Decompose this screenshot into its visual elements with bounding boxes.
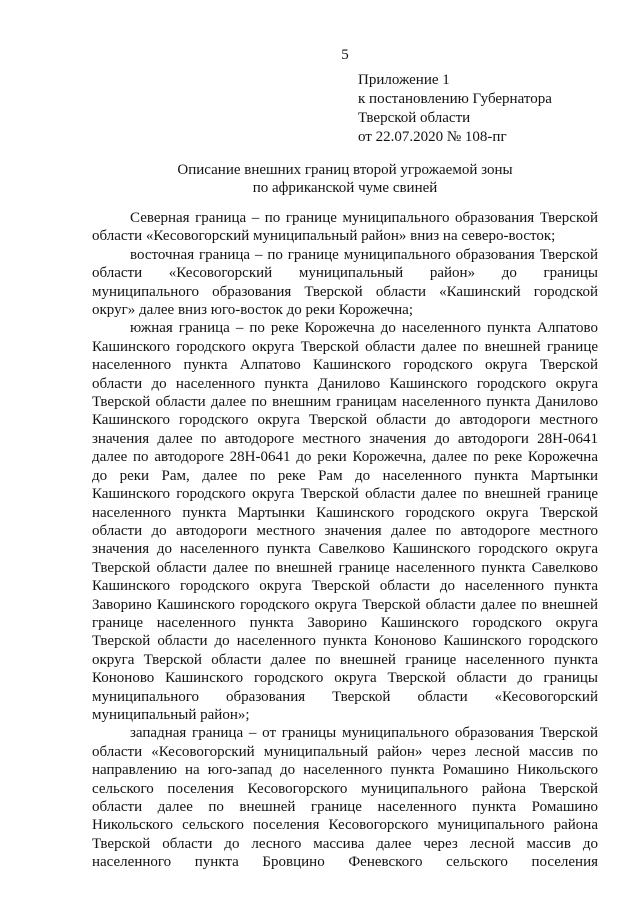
text-line: Кашинского городского округа Тверской области далее по внешней границе [92,338,598,355]
text-line: Кашинского городского округа Тверской области далее по внешней границе [92,486,598,503]
text-line: области до автодороги местного значения далее по автодороге местного [92,522,598,539]
annex-header [358,71,552,147]
text-line: округа Тверской области далее по внешней границе населенного пункта [92,651,598,668]
page-number: 5 [341,47,349,63]
text-line: области «Кесовогорский муниципальный район» через лесной массив по [92,743,598,760]
text-line: муниципального образования Тверской области «Кашинский городской [92,283,598,300]
text-line: муниципального образования Тверской области «Кесовогорский [92,688,598,705]
text-line: области «Кесовогорский муниципальный район» до границы [92,265,598,282]
paragraph-south-border [92,319,598,724]
text-line: Заворино Кашинского городского округа Тверской области далее по внешней [92,596,598,613]
text-line: населенного пункта Мартынки Кашинского городского округа Тверской [92,504,598,521]
text-line: значения далее по автодороге местного значения до автодороги 28Н-0641 [92,430,598,447]
text-line: далее по автодороге 28Н-0641 до реки Корожечна, далее по реке Корожечна [92,449,598,466]
text-line: населенного пункта Бровцино Феневского сельского поселения [92,854,598,871]
text-line: области далее по внешней границе населенного пункта Ромашино [92,799,598,815]
text-line: Северная граница – по границе муниципального образования Тверской [130,210,598,226]
text-line: Кононово Кашинского городского округа Тверской области до границы [92,670,598,687]
text-line: Кашинского городского округа Тверской области до автодороги местного [92,412,598,429]
text-line: Тверской области далее по внешним границам населенного пункта Данилово [92,394,598,411]
text-line: Тверской области далее по внешней границе населенного пункта Савелково [92,559,598,576]
text-line: восточная граница – по границе муниципального образования Тверской [130,246,598,263]
text-line: Тверской области до лесного массива далее через лесной массив до [92,835,598,852]
text-line: южная граница – по реке Корожечна до населенного пункта Алпатово [130,320,598,337]
paragraph-east-border [92,246,598,320]
text-line: округ» далее вниз юго-восток до реки Корожечна; [92,302,413,319]
annex-label: Приложение 1 [358,72,450,88]
text-line: области до населенного пункта Данилово Кашинского городского округа [92,375,598,392]
document-title [92,161,598,198]
title-line: по африканской чуме свиней [252,180,438,197]
text-line: Никольского сельского поселения Кесовогорского муниципального района [92,817,598,834]
document-body [92,209,598,872]
text-line: Кашинского городского округа Тверской области до населенного пункта [92,578,598,595]
text-line: границе населенного пункта Заворино Кашинского городского округа [92,614,598,631]
text-line: области «Кесовогорский муниципальный район» вниз на северо-восток; [92,228,556,245]
text-line: населенного пункта Алпатово Кашинского городского округа Тверской [92,357,598,374]
text-line: направлению на юго-запад до населенного пункта Ромашино Никольского [92,762,598,779]
annex-date-number: от 22.07.2020 № 108-пг [358,129,507,145]
text-line: муниципальный район»; [92,706,250,723]
annex-region: Тверской области [358,110,471,126]
text-line: значения до населенного пункта Савелково Кашинского городского округа [92,541,598,558]
paragraph-north-border [92,209,598,246]
text-line: западная граница – от границы муниципального образования Тверской [130,725,598,742]
text-line: до реки Рам, далее по реке Рам до населенного пункта Мартынки [92,467,598,484]
text-line: Тверской области до населенного пункта Кононово Кашинского городского [92,633,598,650]
annex-reference: к постановлению Губернатора [358,91,552,107]
paragraph-west-border [92,724,598,871]
title-line: Описание внешних границ второй угрожаемой зоны [177,162,513,178]
text-line: сельского поселения Кесовогорского муниципального района Тверской [92,780,598,797]
